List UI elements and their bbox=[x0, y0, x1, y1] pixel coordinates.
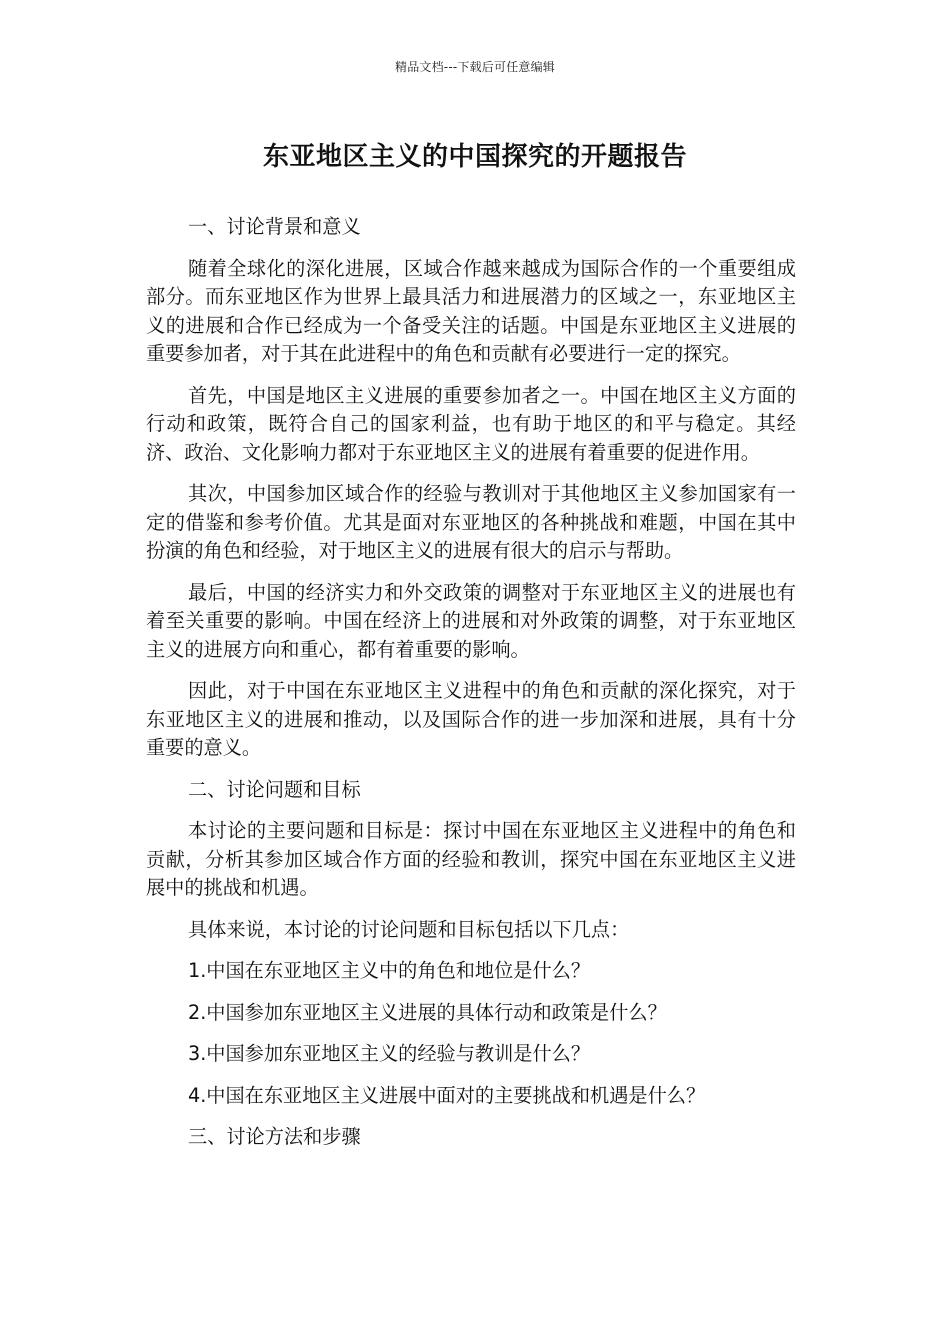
document-title: 东亚地区主义的中国探究的开题报告 bbox=[262, 142, 687, 172]
section-heading-background: 一、讨论背景和意义 bbox=[188, 215, 361, 238]
list-item: 3.中国参加东亚地区主义的经验与教训是什么？ bbox=[188, 1042, 591, 1065]
header-note: 精品文档---下载后可任意编辑 bbox=[395, 60, 555, 74]
section-heading-questions: 二、讨论问题和目标 bbox=[188, 777, 361, 801]
paragraph: 因此，对于中国在东亚地区主义进程中的角色和贡献的深化探究，对于东亚地区主义的进展和推动，以及国际合作的进一步加深和进展，具有十分重要的意义。 bbox=[146, 679, 796, 759]
document-body bbox=[146, 213, 796, 1152]
list-item: 4.中国在东亚地区主义进展中面对的主要挑战和机遇是什么？ bbox=[188, 1083, 706, 1107]
section-heading-methods: 三、讨论方法和步骤 bbox=[188, 1125, 361, 1148]
list-item: 1.中国在东亚地区主义中的角色和地位是什么？ bbox=[188, 959, 591, 982]
paragraph: 最后，中国的经济实力和外交政策的调整对于东亚地区主义的进展也有着至关重要的影响。中国在经济上的进展和对外政策的调整，对于东亚地区主义的进展方向和重心，都有着重要的影响。 bbox=[146, 580, 796, 661]
paragraph: 首先，中国是地区主义进展的重要参加者之一。中国在地区主义方面的行动和政策，既符合自己的国家利益，也有助于地区的和平与稳定。其经济、政治、文化影响力都对于东亚地区主义的进展有着重要的促进作用。 bbox=[146, 383, 796, 464]
paragraph: 随着全球化的深化进展，区域合作越来越成为国际合作的一个重要组成部分。而东亚地区作为世界上最具活力和进展潜力的区域之一，东亚地区主义的进展和合作已经成为一个备受关注的话题。中国是东亚地区主义进展的重要参加者，对于其在此进程中的角色和贡献有必要进行一定的探究。 bbox=[146, 256, 796, 365]
list-item: 2.中国参加东亚地区主义进展的具体行动和政策是什么？ bbox=[188, 1000, 667, 1024]
paragraph: 本讨论的主要问题和目标是：探讨中国在东亚地区主义进程中的角色和贡献，分析其参加区域合作方面的经验和教训，探究中国在东亚地区主义进展中的挑战和机遇。 bbox=[146, 819, 796, 899]
paragraph: 其次，中国参加区域合作的经验与教训对于其他地区主义参加国家有一定的借鉴和参考价值。尤其是面对东亚地区的各种挑战和难题，中国在其中扮演的角色和经验，对于地区主义的进展有很大的启示与帮助。 bbox=[146, 482, 796, 562]
paragraph: 具体来说，本讨论的讨论问题和目标包括以下几点： bbox=[188, 917, 630, 941]
